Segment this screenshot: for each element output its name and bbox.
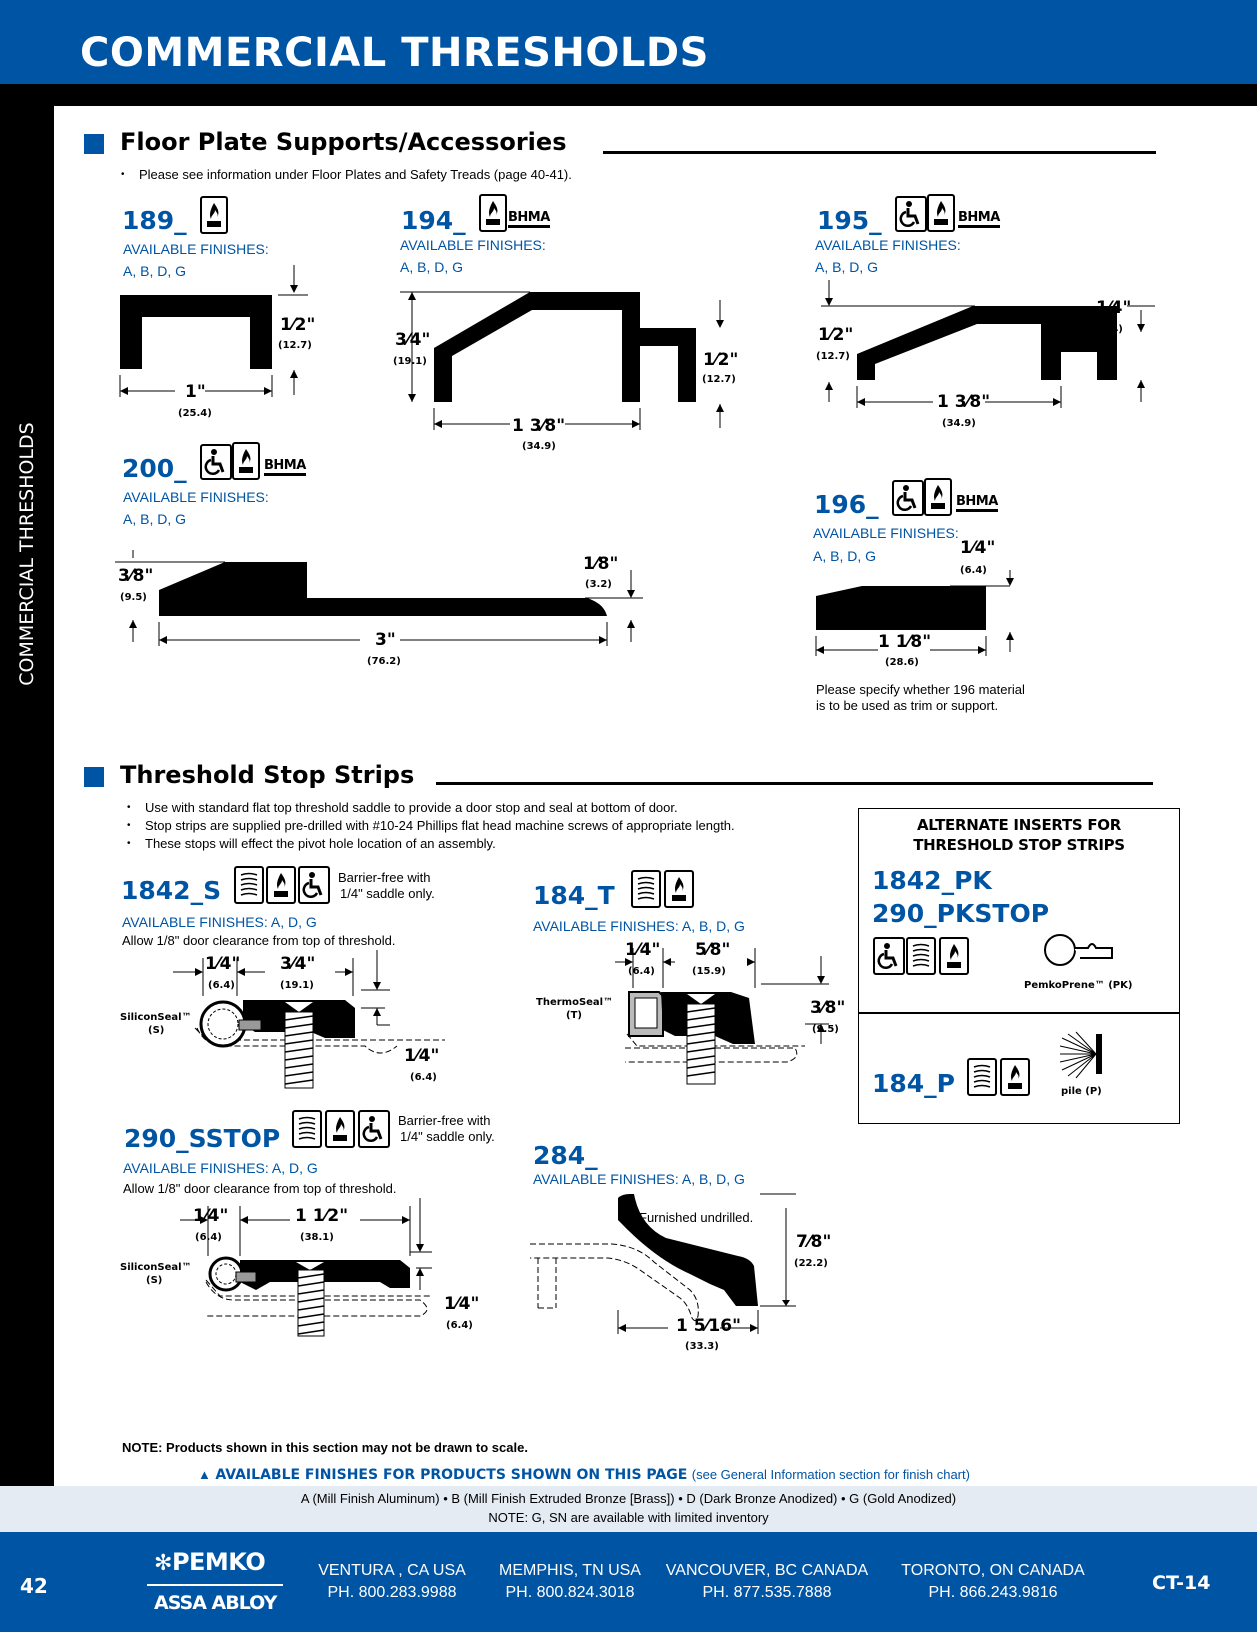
product-note: Furnished undrilled.: [639, 1210, 754, 1225]
wheelchair-icon: [895, 196, 927, 232]
fire-icon: [479, 194, 507, 232]
finishes-label: AVAILABLE FINISHES:: [400, 237, 546, 253]
wheelchair-icon: [892, 480, 924, 516]
barrier-note: Barrier-free with: [338, 870, 431, 885]
barrier-note: Barrier-free with: [398, 1113, 491, 1128]
dimension-height-mm: (12.7): [816, 351, 850, 362]
finishes-heading: AVAILABLE FINISHES FOR PRODUCTS SHOWN ON THIS PAGE: [215, 1467, 688, 1483]
seal-icon: [906, 937, 936, 975]
bhma-certified-icon: BHMA: [264, 458, 306, 476]
fire-icon: [924, 478, 952, 516]
bullet-item: • Please see information under Floor Plates and Safety Treads (page 40-41).: [139, 167, 572, 182]
finishes-label: AVAILABLE FINISHES:: [813, 525, 959, 541]
wheelchair-icon: [200, 444, 232, 480]
location-city: VENTURA , CA USA: [318, 1562, 466, 1579]
finishes-inventory-note: NOTE: G, SN are available with limited inventory: [488, 1510, 769, 1525]
product-note: Allow 1/8" door clearance from top of threshold.: [123, 1181, 397, 1196]
finishes-value: A, B, D, G: [815, 259, 879, 275]
dimension-height: 1⁄4": [960, 538, 996, 558]
product-code-196: 196_: [814, 490, 879, 519]
fire-icon: [939, 937, 969, 975]
insert-code-290pkstop: 290_PKSTOP: [872, 899, 1050, 928]
logo-rule: [147, 1584, 283, 1586]
product-code-194: 194_: [401, 206, 466, 235]
dimension-width-mm: (25.4): [178, 408, 212, 419]
dimension-a-mm: (6.4): [628, 966, 655, 977]
dimension-height-mm: (22.2): [794, 1258, 828, 1269]
product-code-290sstop: 290_SSTOP: [124, 1124, 281, 1153]
box-title-line: THRESHOLD STOP STRIPS: [913, 836, 1125, 854]
dimension-a: 1⁄4": [625, 940, 661, 960]
dimension-width: 1 3⁄8": [937, 392, 991, 412]
location-city: MEMPHIS, TN USA: [499, 1562, 641, 1579]
pemko-wordmark: PEMKO: [171, 1548, 266, 1576]
dimension-height: 7⁄8": [796, 1232, 832, 1252]
product-note: is to be used as trim or support.: [816, 698, 999, 713]
dimension-b: 5⁄8": [695, 940, 731, 960]
section-marker: [84, 134, 104, 154]
dimension-b-mm: (38.1): [300, 1232, 334, 1243]
dimension-c: 1⁄4": [444, 1294, 480, 1314]
product-code-184t: 184_T: [533, 881, 615, 910]
location-phone: PH. 866.243.9816: [928, 1584, 1058, 1601]
dimension-height-mm: (3.2): [585, 579, 612, 590]
box-divider: [858, 1012, 1180, 1014]
barrier-note: 1/4" saddle only.: [340, 886, 435, 901]
wheelchair-icon: [873, 937, 905, 975]
seal-icon: [292, 1110, 322, 1148]
bhma-certified-icon: BHMA: [956, 494, 998, 512]
insert-code-184p: 184_P: [872, 1069, 956, 1098]
fire-icon: [325, 1110, 355, 1148]
fire-icon: [927, 194, 955, 232]
location-city: VANCOUVER, BC CANADA: [665, 1562, 869, 1579]
fire-icon: [664, 870, 694, 908]
seal-code: (S): [146, 1275, 163, 1286]
fire-icon: [200, 196, 228, 234]
dimension-width: 3": [375, 630, 396, 650]
sidebar-label: COMMERCIAL THRESHOLDS: [16, 422, 38, 686]
assa-abloy-logo: ASSA ABLOY: [154, 1592, 277, 1614]
finishes-list: A (Mill Finish Aluminum) • B (Mill Finish Extruded Bronze [Brass]) • D (Dark Bronze Anodized) • G (Gold Anodized): [300, 1491, 957, 1506]
bhma-certified-icon: BHMA: [958, 210, 1000, 228]
dimension-height: 1⁄4": [1096, 298, 1132, 318]
scale-note: NOTE: Products shown in this section may not be drawn to scale.: [122, 1440, 528, 1455]
product-note: Please specify whether 196 material: [816, 682, 1025, 697]
product-code-1842s: 1842_S: [121, 876, 222, 905]
dimension-height: 1⁄2": [818, 325, 854, 345]
finishes-value: A, B, D, G: [813, 548, 877, 564]
pemko-star-icon: ✻: [154, 1551, 172, 1576]
pemkoprene-insert-icon: [1040, 928, 1120, 978]
finishes-label: AVAILABLE FINISHES: A, D, G: [123, 1160, 318, 1176]
location-phone: PH. 800.283.9988: [327, 1584, 457, 1601]
finishes-label: AVAILABLE FINISHES: A, B, D, G: [533, 1171, 745, 1187]
bullet-item: • These stops will effect the pivot hole location of an assembly.: [145, 836, 496, 851]
header-divider: [0, 84, 1257, 106]
pile-insert-icon: [1058, 1030, 1108, 1082]
finishes-label: AVAILABLE FINISHES: A, D, G: [122, 914, 317, 930]
seal-code: (S): [148, 1025, 165, 1036]
bullet-item: • Stop strips are supplied pre-drilled with #10-24 Phillips flat head machine screws of appropriate length.: [145, 818, 735, 833]
pemkoprene-label: PemkoPrene™ (PK): [1024, 980, 1133, 991]
dimension-height-mm: (19.1): [393, 356, 427, 367]
dimension-width-mm: (28.6): [885, 657, 919, 668]
sidebar: [0, 84, 54, 1532]
finishes-label: AVAILABLE FINISHES: A, B, D, G: [533, 918, 745, 934]
seal-icon: [967, 1058, 997, 1096]
fire-icon: [1000, 1058, 1030, 1096]
seal-label: SiliconSeal™: [120, 1262, 192, 1273]
dimension-a: 1⁄4": [205, 954, 241, 974]
dimension-b: 3⁄4": [280, 954, 316, 974]
dimension-height-mm: (6.4): [1096, 324, 1123, 335]
section-marker: [84, 767, 104, 787]
stop-184t-drawing: [615, 940, 855, 1100]
location-phone: PH. 800.824.3018: [505, 1584, 635, 1601]
dimension-height-mm: (12.7): [278, 340, 312, 351]
finishes-label: AVAILABLE FINISHES:: [123, 241, 269, 257]
dimension-height: 3⁄8": [118, 566, 154, 586]
dimension-width-mm: (34.9): [522, 441, 556, 452]
section-rule: [436, 782, 1153, 785]
seal-icon: [234, 866, 264, 904]
insert-code-1842pk: 1842_PK: [872, 866, 992, 895]
pemko-logo: [154, 1548, 265, 1576]
barrier-note: 1/4" saddle only.: [400, 1129, 495, 1144]
footer-bar: [0, 1532, 1257, 1632]
dimension-a-mm: (6.4): [195, 1232, 222, 1243]
finishes-heading-note: (see General Information section for finish chart): [691, 1467, 970, 1482]
finishes-value: A, B, D, G: [123, 511, 187, 527]
dimension-b: 1 1⁄2": [295, 1206, 349, 1226]
wheelchair-icon: [298, 866, 330, 904]
product-code-284: 284_: [533, 1141, 598, 1170]
dimension-a: 1⁄4": [193, 1206, 229, 1226]
product-code-195: 195_: [817, 206, 882, 235]
seal-label: ThermoSeal™: [536, 997, 614, 1008]
dimension-height-mm: (6.4): [960, 565, 987, 576]
product-code-189: 189_: [122, 206, 187, 235]
dimension-c: 3⁄8": [810, 998, 846, 1018]
wheelchair-icon: [358, 1110, 390, 1148]
finishes-label: AVAILABLE FINISHES:: [123, 489, 269, 505]
dimension-c-mm: (6.4): [446, 1320, 473, 1331]
bhma-certified-icon: BHMA: [508, 210, 550, 228]
finishes-value: A, B, D, G: [400, 259, 464, 275]
finishes-label: AVAILABLE FINISHES:: [815, 237, 961, 253]
catalog-code: CT-14: [1152, 1572, 1211, 1594]
location-phone: PH. 877.535.7888: [702, 1584, 832, 1601]
pile-label: pile (P): [1061, 1086, 1102, 1097]
box-title-line: ALTERNATE INSERTS FOR: [917, 816, 1121, 834]
fire-icon: [232, 442, 260, 480]
dimension-c: 1⁄4": [404, 1046, 440, 1066]
dimension-width-mm: (34.9): [942, 418, 976, 429]
dimension-height-mm: (12.7): [702, 374, 736, 385]
fire-icon: [266, 866, 296, 904]
dimension-a-mm: (6.4): [208, 980, 235, 991]
dimension-width: 1 1⁄8": [878, 632, 932, 652]
page-title: COMMERCIAL THRESHOLDS: [80, 30, 709, 76]
seal-code: (T): [566, 1010, 582, 1021]
dimension-width: 1 3⁄8": [512, 416, 566, 436]
location-city: TORONTO, ON CANADA: [901, 1562, 1085, 1579]
dimension-height: 3⁄4": [395, 330, 431, 350]
section-title-floor-plate: Floor Plate Supports/Accessories: [120, 128, 567, 156]
dimension-height: 1⁄8": [583, 554, 619, 574]
section-rule: [603, 151, 1156, 154]
finishes-heading-row: [198, 1466, 970, 1484]
dimension-height: 1⁄2": [703, 350, 739, 370]
page-number: 42: [20, 1574, 48, 1598]
dimension-width-mm: (76.2): [367, 656, 401, 667]
triangle-icon: ▲: [198, 1467, 211, 1482]
dimension-width: 1 5⁄16": [676, 1316, 741, 1336]
profile-196-drawing: [810, 570, 1025, 670]
dimension-b-mm: (19.1): [280, 980, 314, 991]
product-note: Allow 1/8" door clearance from top of threshold.: [122, 933, 396, 948]
header-bar: [0, 0, 1257, 84]
product-code-200: 200_: [122, 454, 187, 483]
bullet-item: • Use with standard flat top threshold saddle to provide a door stop and seal at bottom of door.: [145, 800, 678, 815]
dimension-height: 1⁄2": [280, 315, 316, 335]
box-title: [858, 816, 1180, 854]
dimension-width: 1": [185, 382, 206, 402]
dimension-b-mm: (15.9): [692, 966, 726, 977]
dimension-height-mm: (9.5): [120, 592, 147, 603]
seal-label: SiliconSeal™: [120, 1012, 192, 1023]
dimension-c-mm: (6.4): [410, 1072, 437, 1083]
seal-icon: [631, 870, 661, 908]
dimension-c-mm: (9.5): [812, 1024, 839, 1035]
finishes-value: A, B, D, G: [123, 263, 187, 279]
section-title-stop-strips: Threshold Stop Strips: [120, 761, 415, 789]
dimension-width-mm: (33.3): [685, 1341, 719, 1352]
